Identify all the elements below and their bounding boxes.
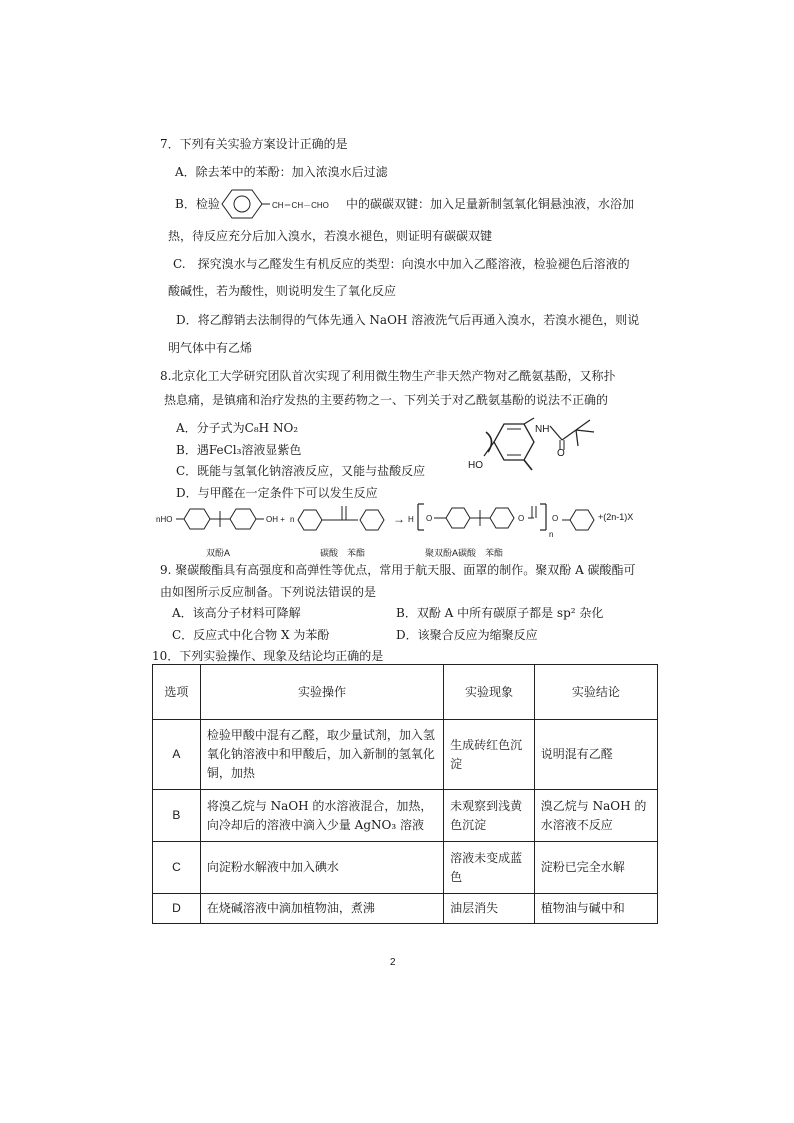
q7-option-d: D．将乙醇销去法制得的气体先通入 NaOH 溶液洗气后再通入溴水，若溴水褪色，则说 [176, 313, 640, 327]
row-operation: 检验甲酸中混有乙醛，取少量试剂，加入氢氧化钠溶液中和甲酸后，加入新制的氢氧化铜，加热 [200, 720, 443, 790]
q9-stem: 9. 聚碳酸酯具有高强度和高弹性等优点，常用于航天服、面罩的制作。聚双酚 A 碳酸酯可 [160, 563, 636, 577]
acetaminophen-o-label: O [557, 448, 565, 459]
table-row [153, 894, 658, 924]
q8-option-d: D．与甲醛在一定条件下可以发生反应 [176, 486, 378, 500]
polycarbonate-structure-icon [416, 500, 559, 534]
row-operation: 将溴乙烷与 NaOH 的水溶液混合，加热，向冷却后的溶液中滴入少量 AgNO₃ 溶液 [200, 790, 443, 842]
q10-stem: 10．下列实验操作、现象及结论均正确的是 [152, 649, 384, 663]
row-option: C [153, 842, 201, 894]
reaction-o-right: O [518, 514, 525, 523]
q8-stem-continued: 热息痛，是镇痛和治疗发热的主要药物之一、下列关于对乙酰氨基酚的说法不正确的 [164, 393, 609, 407]
row-operation: 向淀粉水解液中加入碘水 [200, 842, 443, 894]
reaction-n-coefficient: n [290, 515, 295, 524]
q7-option-a: A．除去苯中的苯酚：加入浓溴水后过滤 [175, 165, 388, 179]
label-diphenyl-carbonate: 碳酸 苯酯 [320, 548, 366, 558]
q7-option-b-text: 中的碳碳双键：加入足量新制氢氧化铜悬浊液，水浴加 [346, 197, 635, 211]
q9-option-c: C．反应式中化合物 X 为苯酚 [172, 628, 330, 642]
table-header-row [153, 665, 658, 720]
q9-option-a: A．该高分子材料可降解 [172, 606, 301, 620]
row-phenomenon: 溶液未变成蓝色 [444, 842, 535, 894]
row-phenomenon: 生成砖红色沉淀 [444, 720, 535, 790]
diphenyl-carbonate-structure-icon [296, 500, 406, 534]
reaction-nho: nHO [156, 515, 173, 524]
q7-option-b-formula: CH＝CH－CHO [272, 201, 329, 210]
reaction-subscript-n: n [549, 530, 554, 539]
reaction-arrow: → [393, 512, 405, 526]
row-phenomenon: 油层消失 [444, 894, 535, 924]
q7-option-b-continued: 热，待反应充分后加入溴水，若溴水褪色，则证明有碳碳双键 [168, 229, 493, 243]
row-conclusion: 植物油与碱中和 [534, 894, 657, 924]
header-operation: 实验操作 [200, 665, 443, 720]
q8-stem: 8.北京化工大学研究团队首次实现了利用微生物生产非天然产物对乙酰氨基酚，又称扑 [160, 369, 616, 383]
row-option: B [153, 790, 201, 842]
row-option: A [153, 720, 201, 790]
q9-option-d: D．该聚合反应为缩聚反应 [396, 628, 538, 642]
q8-option-a: A．分子式为C₈H NO₂ [176, 421, 299, 435]
q7-option-c: C. 探究溴水与乙醛发生有机反应的类型：向溴水中加入乙醛溶液，检验褪色后溶液的 [173, 257, 630, 271]
acetaminophen-nh-label: NH [535, 424, 550, 435]
table-row [153, 842, 658, 894]
phenyl-end-group-icon [562, 508, 602, 532]
bisphenol-a-structure-icon [176, 505, 276, 533]
reaction-oh-plus: OH + [266, 515, 285, 524]
page-number: 2 [390, 957, 396, 968]
q9-option-b: B．双酚 A 中所有碳原子都是 sp² 杂化 [396, 606, 604, 620]
row-operation: 在烧碱溶液中滴加植物油，煮沸 [200, 894, 443, 924]
header-option: 选项 [153, 665, 201, 720]
benzene-ring-icon [222, 188, 264, 220]
q9-stem-continued: 由如图所示反应制备。下列说法错误的是 [160, 585, 377, 599]
q7-stem: 7．下列有关实验方案设计正确的是 [160, 137, 348, 151]
table-row [153, 790, 658, 842]
q7-option-d-continued: 明气体中有乙烯 [168, 341, 253, 355]
row-option: D [153, 894, 201, 924]
q7-option-c-continued: 酸碱性，若为酸性，则说明发生了氧化反应 [168, 284, 397, 298]
q7-option-b-prefix: B．检验 [175, 197, 220, 211]
q10-answer-table [152, 664, 658, 924]
label-bisphenol-a: 双酚A [206, 548, 231, 558]
row-conclusion: 溴乙烷与 NaOH 的水溶液不反应 [534, 790, 657, 842]
reaction-h: H [408, 515, 414, 524]
row-conclusion: 说明混有乙醛 [534, 720, 657, 790]
acetaminophen-ho-label: HO [468, 460, 483, 471]
header-conclusion: 实验结论 [534, 665, 657, 720]
reaction-o-left: O [426, 514, 433, 523]
reaction-o-end: O [552, 514, 559, 523]
row-conclusion: 淀粉已完全水解 [534, 842, 657, 894]
table-row [153, 720, 658, 790]
label-polycarbonate: 聚双酚A碳酸 苯酯 [425, 548, 504, 558]
row-phenomenon: 未观察到浅黄色沉淀 [444, 790, 535, 842]
q8-option-b: B．遇FeCl₃溶液显紫色 [176, 443, 302, 457]
header-phenomenon: 实验现象 [444, 665, 535, 720]
q8-option-c: C．既能与氢氧化钠溶液反应，又能与盐酸反应 [176, 464, 426, 478]
reaction-byproduct: +(2n-1)X [598, 512, 634, 522]
